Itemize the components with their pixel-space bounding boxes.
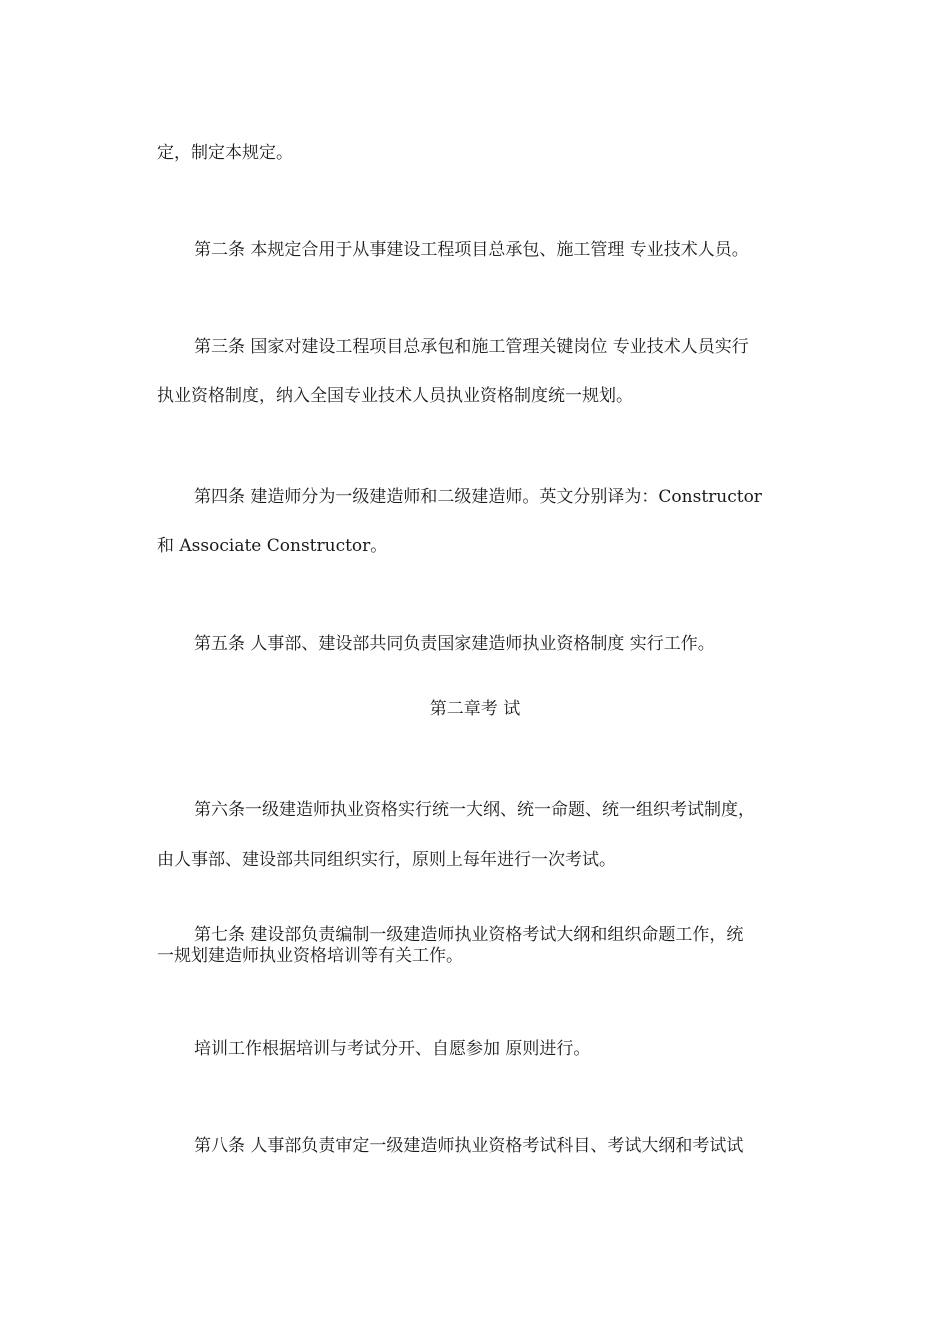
- article-4-continuation: 和 Associate Constructor。: [157, 536, 388, 556]
- article-7-text: 第七条 建设部负责编制一级建造师执业资格考试大纲和组织命题工作，统: [194, 925, 744, 945]
- article-7-continuation: 一规划建造师执业资格培训等有关工作。: [157, 946, 463, 966]
- article-8-text: 第八条 人事部负责审定一级建造师执业资格考试科目、考试大纲和考试试: [194, 1136, 744, 1156]
- article-4-text: 第四条 建造师分为一级建造师和二级建造师。英文分别译为：Constructor: [194, 487, 762, 507]
- article-3-continuation: 执业资格制度，纳入全国专业技术人员执业资格制度统一规划。: [157, 386, 633, 406]
- article-3-text: 第三条 国家对建设工程项目总承包和施工管理关键岗位 专业技术人员实行: [194, 337, 749, 357]
- article-6-text: 第六条一级建造师执业资格实行统一大纲、统一命题、统一组织考试制度，: [194, 800, 755, 820]
- paragraph-line: 定，制定本规定。: [157, 143, 293, 163]
- chapter-heading: 第二章考 试: [429, 699, 521, 719]
- article-5-text: 第五条 人事部、建设部共同负责国家建造师执业资格制度 实行工作。: [194, 634, 715, 654]
- article-6-continuation: 由人事部、建设部共同组织实行，原则上每年进行一次考试。: [157, 850, 616, 870]
- article-2-text: 第二条 本规定合用于从事建设工程项目总承包、施工管理 专业技术人员。: [194, 240, 749, 260]
- training-paragraph: 培训工作根据培训与考试分开、自愿参加 原则进行。: [194, 1039, 591, 1059]
